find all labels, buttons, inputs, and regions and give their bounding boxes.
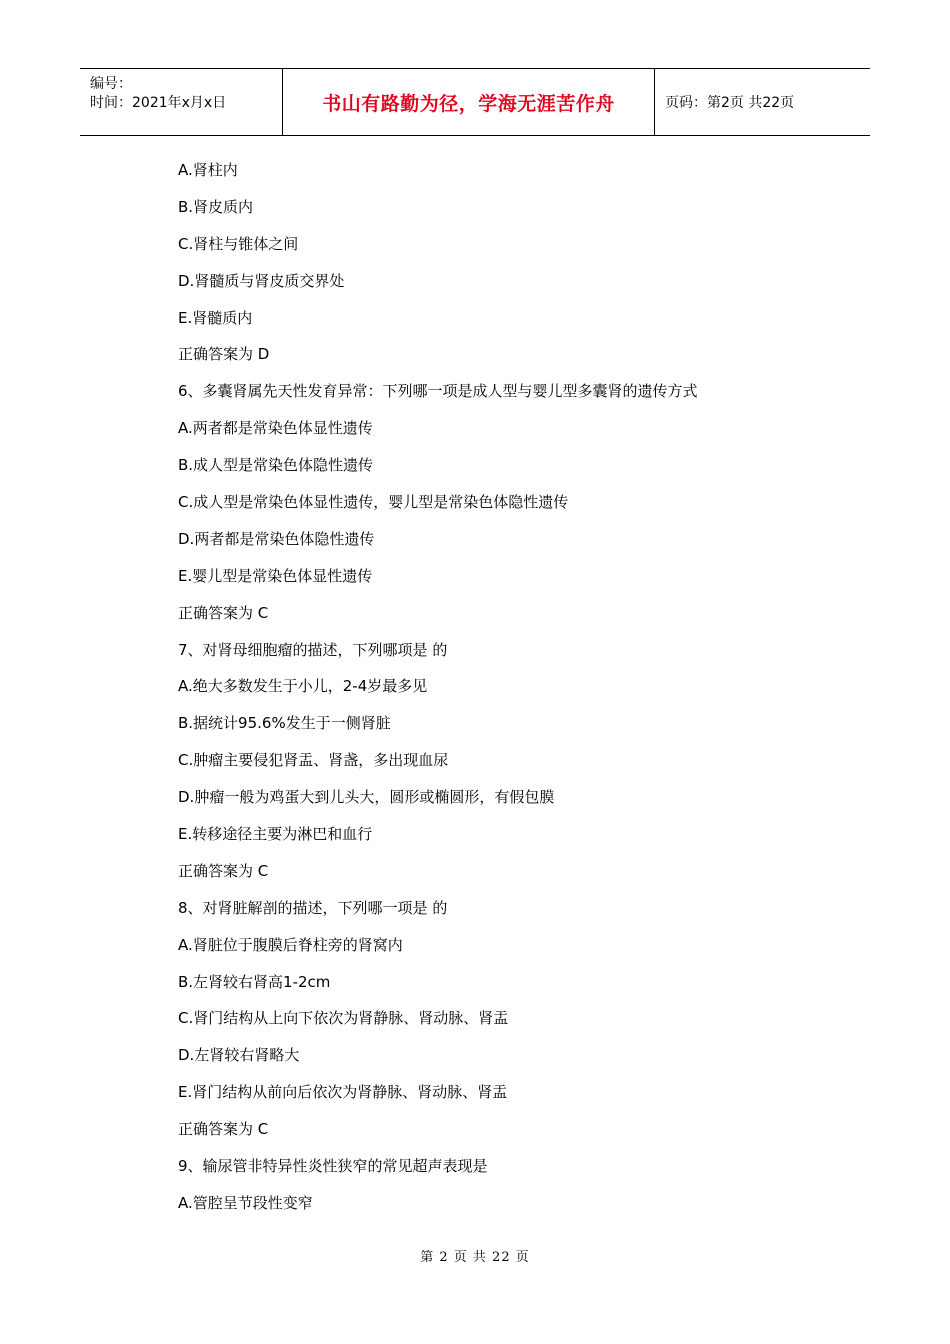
text-line: 8、对肾脏解剖的描述，下列哪一项是 的	[178, 898, 448, 917]
text-line: 7、对肾母细胞瘤的描述，下列哪项是 的	[178, 640, 448, 659]
text-line: A.肾脏位于腹膜后脊柱旁的肾窝内	[178, 935, 403, 954]
text-line: E.婴儿型是常染色体显性遗传	[178, 566, 373, 585]
text-line: A.绝大多数发生于小儿，2-4岁最多见	[178, 677, 428, 696]
text-line: A.肾柱内	[178, 161, 238, 179]
text-line: B.左肾较右肾高1-2cm	[178, 972, 331, 991]
text-line: C.肾门结构从上向下依次为肾静脉、肾动脉、肾盂	[178, 1009, 509, 1028]
document-time-label: 时间：2021年x月x日	[90, 95, 227, 111]
text-line: 9、输尿管非特异性炎性狭窄的常见超声表现是	[178, 1157, 488, 1176]
text-line: A.管腔呈节段性变窄	[178, 1193, 313, 1212]
text-line: E.肾门结构从前向后依次为肾静脉、肾动脉、肾盂	[178, 1083, 508, 1102]
header-page-info: 页码：第2页 共22页	[665, 95, 795, 111]
text-line: B.据统计95.6%发生于一侧肾脏	[178, 714, 391, 733]
header-page-info-cell	[655, 69, 870, 135]
text-line: 正确答案为 C	[178, 1120, 269, 1139]
text-line: C.肿瘤主要侵犯肾盂、肾盏，多出现血尿	[178, 751, 449, 770]
text-line: E.转移途径主要为淋巴和血行	[178, 825, 373, 844]
header-meta	[80, 69, 282, 135]
text-line: 6、多囊肾属先天性发育异常：下列哪一项是成人型与婴儿型多囊肾的遗传方式	[178, 382, 698, 401]
text-line: A.两者都是常染色体显性遗传	[178, 419, 373, 438]
text-line: 正确答案为 C	[178, 603, 269, 622]
header-motto-cell	[282, 69, 655, 135]
text-line: D.肾髓质与肾皮质交界处	[178, 271, 345, 290]
text-line: D.两者都是常染色体隐性遗传	[178, 529, 375, 548]
page-footer: 第 2 页 共 22 页	[420, 1250, 530, 1265]
text-line: D.肿瘤一般为鸡蛋大到儿头大，圆形或椭圆形，有假包膜	[178, 788, 555, 807]
text-line: B.肾皮质内	[178, 197, 254, 216]
text-line: C.肾柱与锥体之间	[178, 234, 299, 253]
text-line: 正确答案为 C	[178, 861, 269, 880]
page-header	[80, 68, 870, 136]
header-motto: 书山有路勤为径，学海无涯苦作舟	[322, 92, 615, 115]
text-line: C.成人型是常染色体显性遗传，婴儿型是常染色体隐性遗传	[178, 493, 569, 512]
document-number-label: 编号：	[90, 76, 132, 92]
text-line: B.成人型是常染色体隐性遗传	[178, 456, 374, 475]
question-content	[178, 152, 858, 1222]
text-line: D.左肾较右肾略大	[178, 1046, 300, 1065]
text-line: E.肾髓质内	[178, 308, 253, 327]
text-line: 正确答案为 D	[178, 345, 270, 364]
